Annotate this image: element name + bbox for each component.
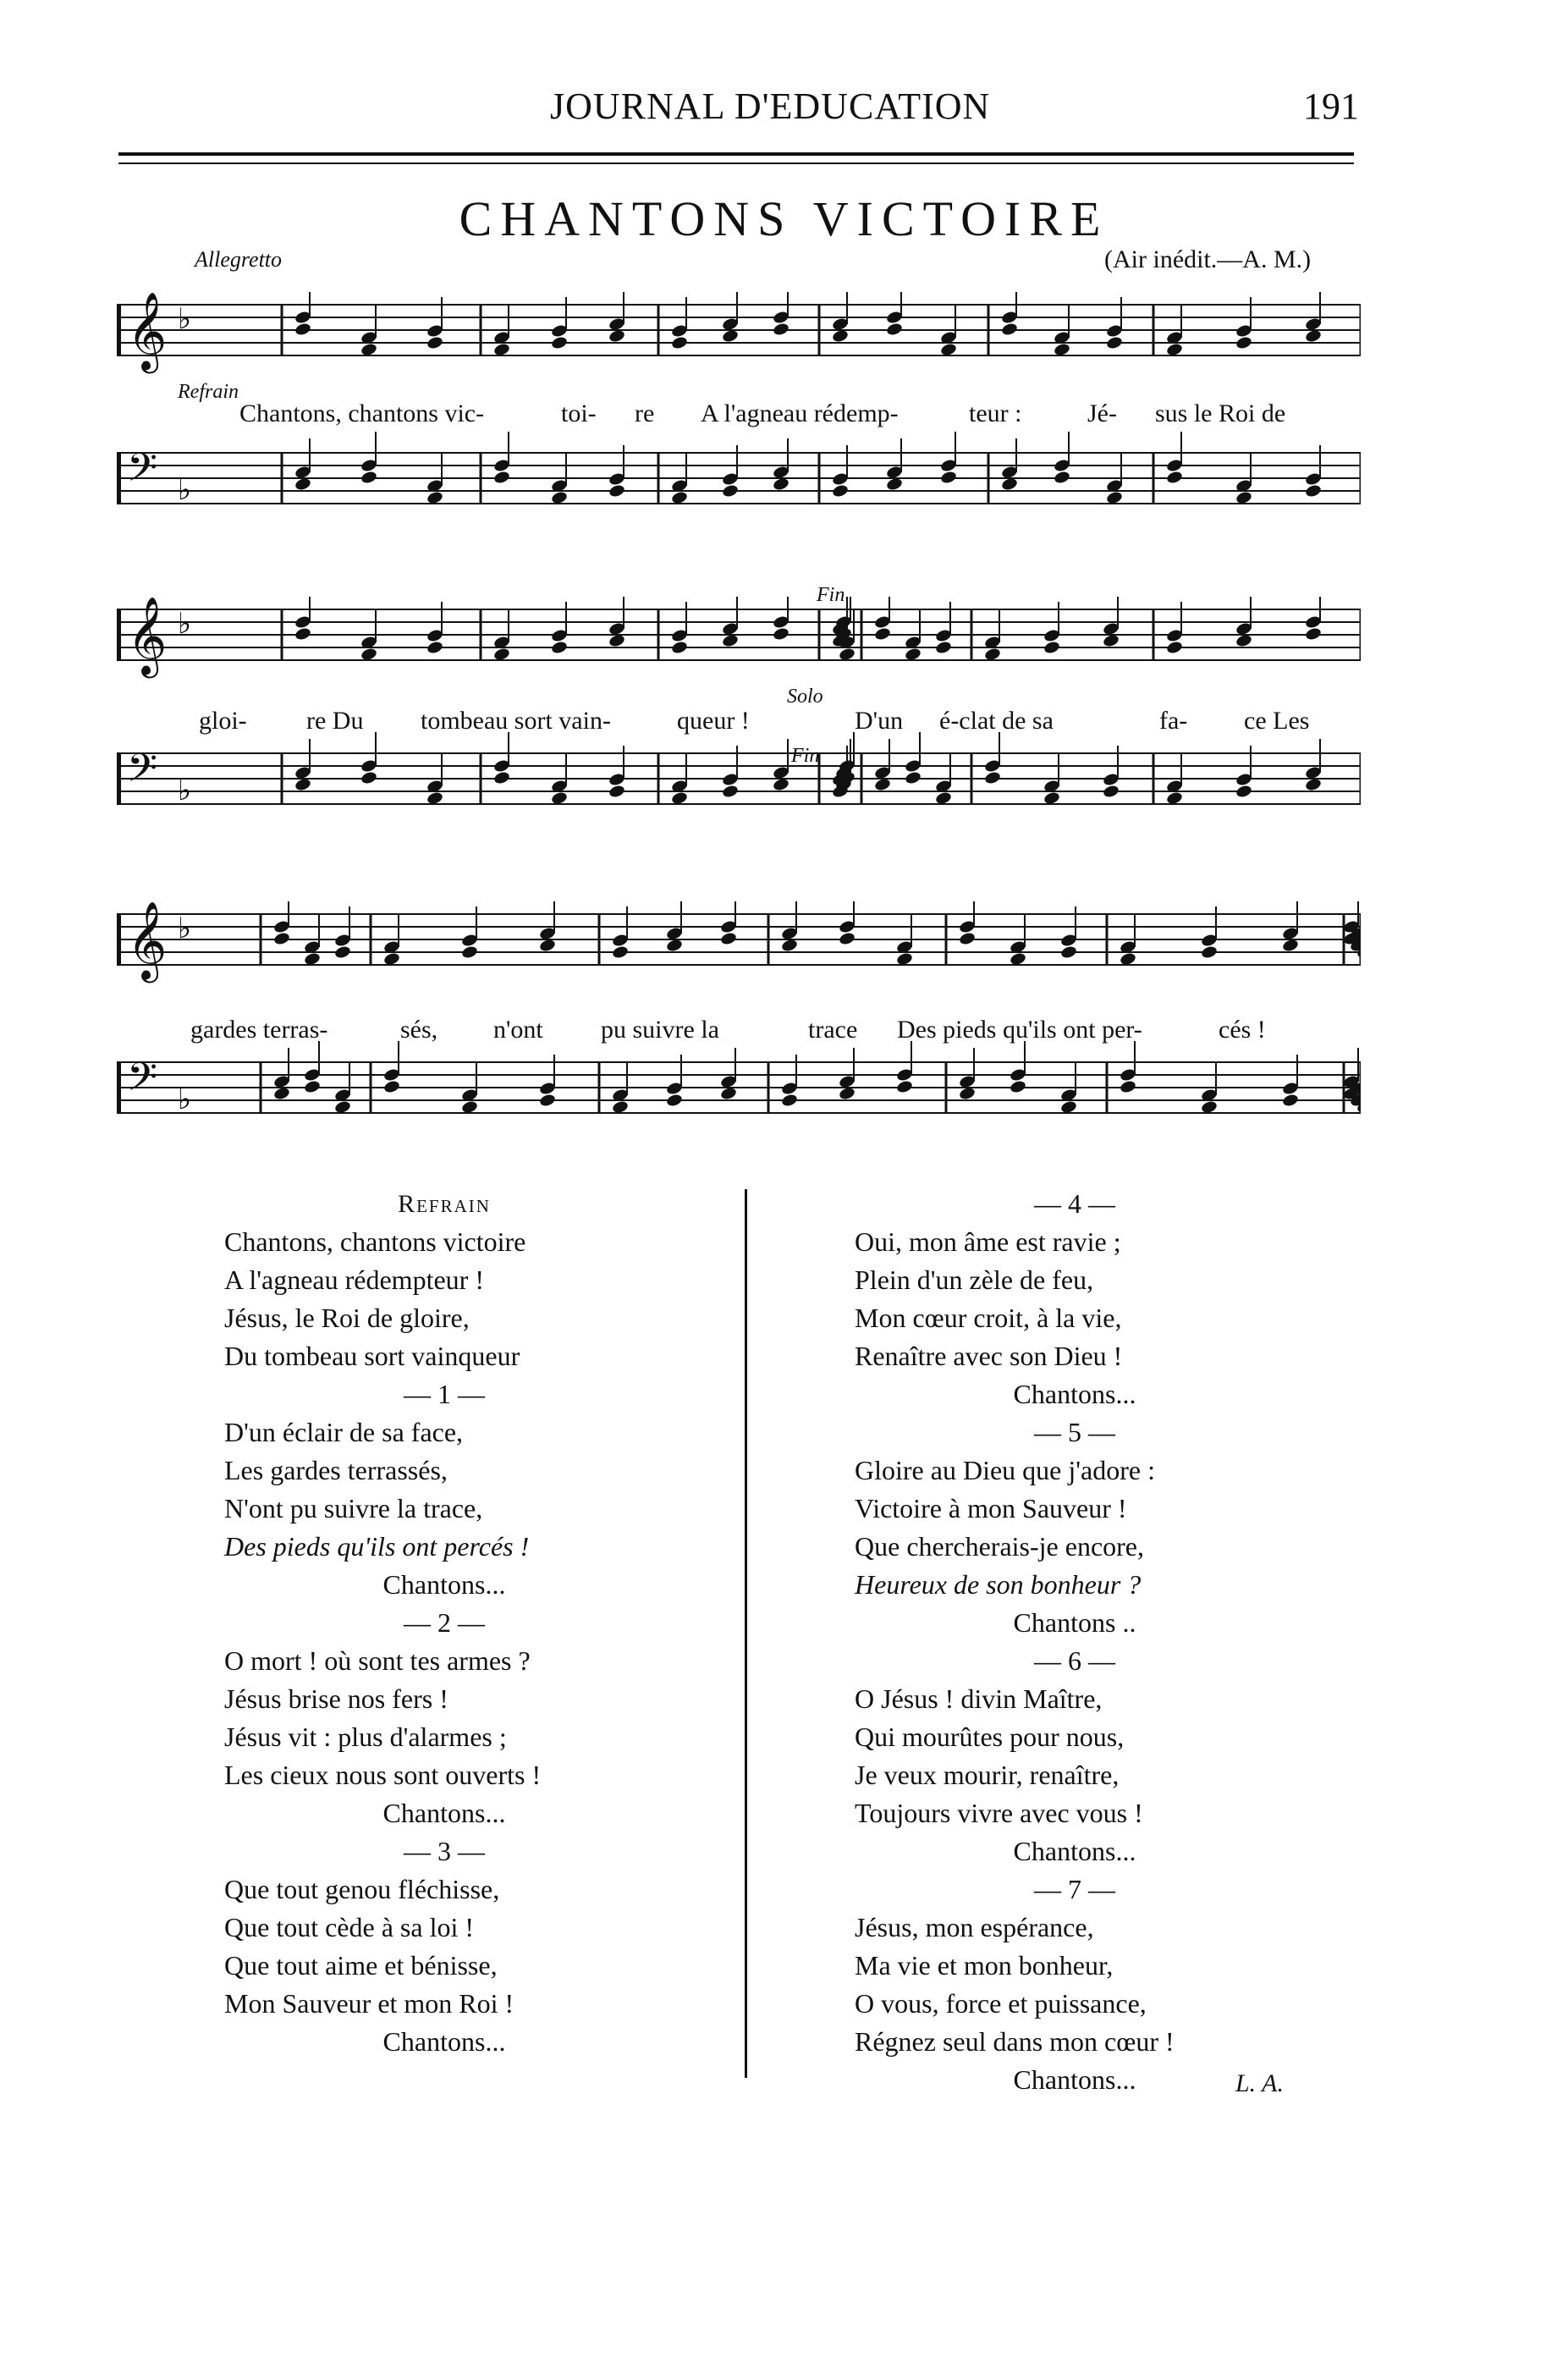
verse-line: Jésus vit : plus d'alarmes ; [224,1722,507,1752]
verse-line: Chantons... [382,1569,506,1600]
signature: L. A. [1235,2069,1284,2097]
verse-line: Que chercherais-je encore, [855,1531,1144,1562]
verse-line: Chantons... [382,2026,506,2057]
column-divider [745,1189,747,2078]
svg-text:♭: ♭ [178,1083,192,1116]
verse-line: Des pieds qu'ils ont percés ! [224,1531,530,1562]
refrain-marking: Refrain [178,381,239,403]
svg-text:♭: ♭ [178,302,192,336]
verse-number: — 1 — [404,1379,485,1409]
lyric-syllable: cés ! [1219,1016,1266,1044]
verse-number: — 6 — [1034,1645,1115,1676]
verse-line: Qui mourûtes pour nous, [855,1722,1125,1752]
verse-line: O Jésus ! divin Maître, [855,1683,1103,1714]
verse-line: Je veux mourir, renaître, [855,1760,1120,1790]
verse-line: N'ont pu suivre la trace, [224,1493,483,1523]
refrain-heading: Refrain [398,1190,491,1218]
page-number: 191 [1303,85,1359,127]
header-rule [118,152,1354,156]
lyric-syllable: re Du [306,707,364,735]
header-rule-thin [118,163,1354,164]
verse-line: Chantons... [1013,1836,1136,1866]
verse-line: Chantons, chantons victoire [224,1226,526,1257]
verse-line: Heureux de son bonheur ? [855,1569,1142,1600]
page-header [0,85,1568,135]
svg-text:♭: ♭ [178,607,192,641]
verse-line: Jésus, mon espérance, [855,1912,1094,1942]
svg-text:𝄢: 𝄢 [127,1055,158,1110]
verse-line: Gloire au Dieu que j'adore : [855,1455,1155,1485]
lyric-syllable: ce Les [1244,707,1310,735]
verse-line: Jésus brise nos fers ! [224,1683,448,1714]
verse-line: Les cieux nous sont ouverts ! [224,1760,542,1790]
verse-line: Régnez seul dans mon cœur ! [855,2026,1175,2057]
verse-line: Chantons .. [1013,1607,1136,1638]
verse-line: Plein d'un zèle de feu, [855,1264,1094,1295]
tempo-marking: Allegretto [195,247,283,272]
verse-line: Que tout cède à sa loi ! [224,1912,474,1942]
staff-svg [117,292,1361,580]
verse-line: Chantons... [1013,1379,1136,1409]
svg-text:𝄞: 𝄞 [127,292,168,370]
lyric-syllable: Des pieds qu'ils ont per- [897,1016,1142,1044]
svg-text:𝄢: 𝄢 [127,445,158,500]
verse-number: — 5 — [1034,1417,1115,1447]
lyric-syllable: A l'agneau rédemp- [701,399,899,427]
lyric-syllable: queur ! [677,707,750,735]
lyric-syllable: toi- [561,399,597,427]
verse-number: — 4 — [1034,1188,1115,1219]
svg-text:♭: ♭ [178,912,192,945]
verse-line: Du tombeau sort vainqueur [224,1341,520,1371]
air-note: (Air inédit.—A. M.) [1104,245,1312,273]
verse-line: Renaître avec son Dieu ! [855,1341,1123,1371]
svg-text:𝄞: 𝄞 [127,901,168,979]
lyric-syllable: tombeau sort vain- [421,707,611,735]
verse-column-left [224,1185,664,2061]
lyric-syllable: é-clat de sa [939,707,1054,735]
lyric-syllable: teur : [969,399,1022,427]
verse-column-right [855,1185,1295,2099]
verse-line: Chantons... [1013,2064,1136,2095]
lyric-syllable: trace [808,1016,858,1044]
solo-marking: Solo [787,686,823,708]
verse-number: — 7 — [1034,1874,1115,1904]
svg-text:♭: ♭ [178,774,192,807]
verse-line: Mon cœur croit, à la vie, [855,1303,1122,1333]
lyric-syllable: n'ont [493,1016,543,1044]
fin-marking-bass: Fin [791,745,820,767]
verse-number: — 3 — [404,1836,485,1866]
verse-line: Ma vie et mon bonheur, [855,1950,1114,1981]
verse-line: Chantons... [382,1798,506,1828]
running-head: JOURNAL D'EDUCATION [550,85,991,127]
verse-line: A l'agneau rédempteur ! [224,1264,484,1295]
svg-text:𝄞: 𝄞 [127,597,168,675]
lyric-syllable: D'un [855,707,904,735]
lyric-syllable: re [635,399,655,427]
music-system-2 [117,597,1361,876]
verse-line: Que tout genou fléchisse, [224,1874,500,1904]
lyric-syllable: Jé- [1087,399,1117,427]
music-system-1 [117,292,1361,580]
verse-line: Que tout aime et bénisse, [224,1950,498,1981]
verse-line: Les gardes terrassés, [224,1455,448,1485]
lyric-syllable: gardes terras- [190,1016,328,1044]
fin-marking: Fin [817,584,845,606]
verse-number: — 2 — [404,1607,485,1638]
verse-line: O mort ! où sont tes armes ? [224,1645,531,1676]
verse-line: Victoire à mon Sauveur ! [855,1493,1127,1523]
verse-line: D'un éclair de sa face, [224,1417,464,1447]
svg-text:𝄢: 𝄢 [127,746,158,801]
lyric-syllable: fa- [1159,707,1188,735]
staff-svg [117,597,1361,876]
lyric-syllable: sus le Roi de [1155,399,1286,427]
song-title: CHANTONS VICTOIRE [459,191,1109,246]
verse-line: Mon Sauveur et mon Roi ! [224,1988,514,2019]
verse-line: Toujours vivre avec vous ! [855,1798,1143,1828]
verse-line: O vous, force et puissance, [855,1988,1147,2019]
verse-line: Oui, mon âme est ravie ; [855,1226,1121,1257]
verse-line: Jésus, le Roi de gloire, [224,1303,470,1333]
lyric-syllable: sés, [400,1016,438,1044]
lyric-syllable: pu suivre la [601,1016,719,1044]
lyric-syllable: Chantons, chantons vic- [239,399,485,427]
lyric-syllable: gloi- [199,707,247,735]
svg-text:♭: ♭ [178,473,192,507]
